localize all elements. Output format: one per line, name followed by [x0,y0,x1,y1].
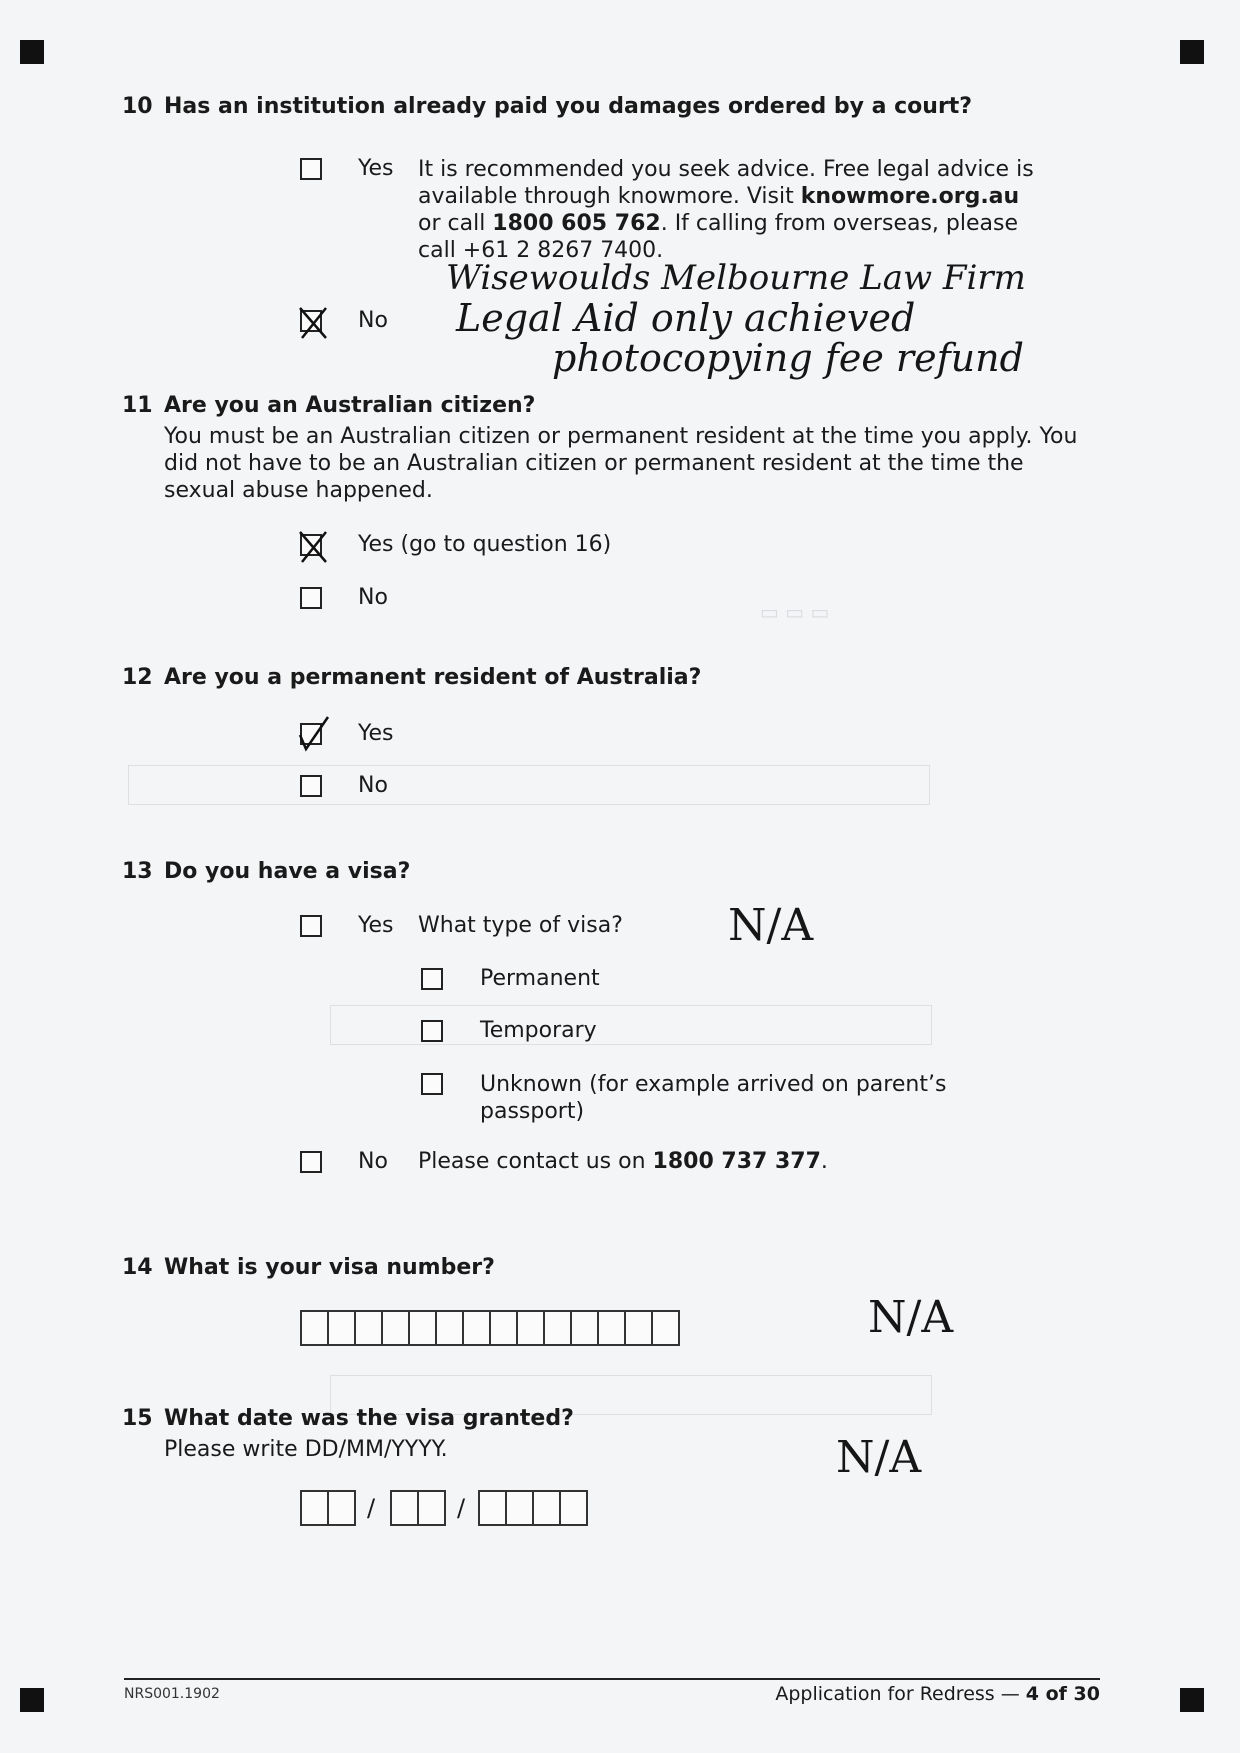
bleed-through-text: ▭ ▭ ▭ [760,600,830,624]
q13-visa-type-question: What type of visa? [418,913,623,938]
date-digit[interactable] [327,1490,356,1526]
question-number: 13 [122,859,153,884]
q13-unknown-checkbox[interactable] [421,1073,443,1095]
visa-number-digit[interactable] [462,1310,491,1346]
visa-number-digit[interactable] [354,1310,383,1346]
question-title: What is your visa number? [164,1255,495,1280]
question-number: 10 [122,94,153,119]
question-title: Has an institution already paid you damages ordered by a court? [164,94,973,119]
check-mark-icon [296,715,332,755]
visa-number-digit[interactable] [597,1310,626,1346]
question-title: Do you have a visa? [164,859,411,884]
q13-unknown-label: Unknown (for example arrived on parent’s passport) [480,1072,947,1124]
registration-marker-bottom-right [1180,1688,1204,1712]
date-digit[interactable] [559,1490,588,1526]
knowmore-phone: 1800 605 762 [492,211,661,236]
bleed-through-box [128,765,930,805]
q13-yes-label: Yes [358,913,394,938]
visa-number-digit[interactable] [651,1310,680,1346]
visa-number-digit[interactable] [570,1310,599,1346]
date-digit[interactable] [417,1490,446,1526]
question-title: Are you a permanent resident of Australia? [164,665,702,690]
question-title: Are you an Australian citizen? [164,393,536,418]
handwritten-note-line-1: Wisewoulds Melbourne Law Firm [446,258,1026,298]
visa-number-digit[interactable] [489,1310,518,1346]
visa-number-digit[interactable] [624,1310,653,1346]
q10-no-checkbox[interactable] [300,310,322,332]
contact-phone: 1800 737 377 [652,1149,821,1174]
cross-mark-icon [296,526,332,566]
visa-number-digit[interactable] [408,1310,437,1346]
date-separator: / [457,1494,466,1522]
question-number: 12 [122,665,153,690]
footer-divider [124,1678,1100,1680]
question-number: 14 [122,1255,153,1280]
q10-no-label: No [358,308,388,333]
date-digit[interactable] [478,1490,507,1526]
date-digit[interactable] [300,1490,329,1526]
date-digit[interactable] [532,1490,561,1526]
q13-temporary-label: Temporary [480,1018,597,1043]
registration-marker-bottom-left [20,1688,44,1712]
visa-number-digit[interactable] [381,1310,410,1346]
date-digit[interactable] [390,1490,419,1526]
question-number: 11 [122,393,153,418]
q12-no-label: No [358,773,388,798]
visa-number-digit[interactable] [300,1310,329,1346]
q13-yes-checkbox[interactable] [300,915,322,937]
page-footer-title: Application for Redress — 4 of 30 [775,1683,1100,1705]
q13-no-checkbox[interactable] [300,1151,322,1173]
handwritten-note-line-2: Legal Aid only achieved [456,296,916,340]
q13-permanent-checkbox[interactable] [421,968,443,990]
q12-no-checkbox[interactable] [300,775,322,797]
q10-yes-label: Yes [358,156,394,181]
visa-number-digit[interactable] [543,1310,572,1346]
question-number: 15 [122,1406,153,1431]
registration-marker-top-left [20,40,44,64]
handwritten-na: N/A [728,900,814,951]
knowmore-link[interactable]: knowmore.org.au [800,184,1020,209]
handwritten-na: N/A [868,1292,954,1343]
question-description: You must be an Australian citizen or permanent resident at the time you apply. You did not have to be an Australian citizen or permanent resident at the time the sexual abuse happened. [164,424,1078,503]
q13-temporary-checkbox[interactable] [421,1020,443,1042]
question-description: Please write DD/MM/YYYY. [164,1437,448,1462]
visa-number-input[interactable] [300,1310,678,1346]
form-code: NRS001.1902 [124,1686,220,1702]
date-digit[interactable] [505,1490,534,1526]
date-month-input[interactable] [390,1490,444,1526]
handwritten-note-line-3: photocopying fee refund [552,336,1024,380]
registration-marker-top-right [1180,40,1204,64]
q10-yes-checkbox[interactable] [300,158,322,180]
visa-number-digit[interactable] [327,1310,356,1346]
date-year-input[interactable] [478,1490,586,1526]
visa-number-digit[interactable] [516,1310,545,1346]
page-number: 4 of 30 [1025,1683,1100,1705]
q11-no-checkbox[interactable] [300,587,322,609]
visa-number-digit[interactable] [435,1310,464,1346]
q12-yes-label: Yes [358,721,394,746]
q10-yes-advice: It is recommended you seek advice. Free legal advice is available through knowmore. Visit knowmore.org.au or call 1800 605 762. If calling from overseas, please call +61 2 8267 7400. [418,157,1034,263]
q13-no-label: No [358,1149,388,1174]
date-day-input[interactable] [300,1490,354,1526]
q11-yes-checkbox[interactable] [300,534,322,556]
q11-yes-label: Yes (go to question 16) [358,532,612,557]
handwritten-na: N/A [836,1432,922,1483]
cross-mark-icon [296,302,332,342]
q11-no-label: No [358,585,388,610]
q13-no-contact: Please contact us on 1800 737 377. [418,1149,828,1174]
q12-yes-checkbox[interactable] [300,723,322,745]
question-title: What date was the visa granted? [164,1406,574,1431]
q13-permanent-label: Permanent [480,966,600,991]
date-separator: / [367,1494,376,1522]
